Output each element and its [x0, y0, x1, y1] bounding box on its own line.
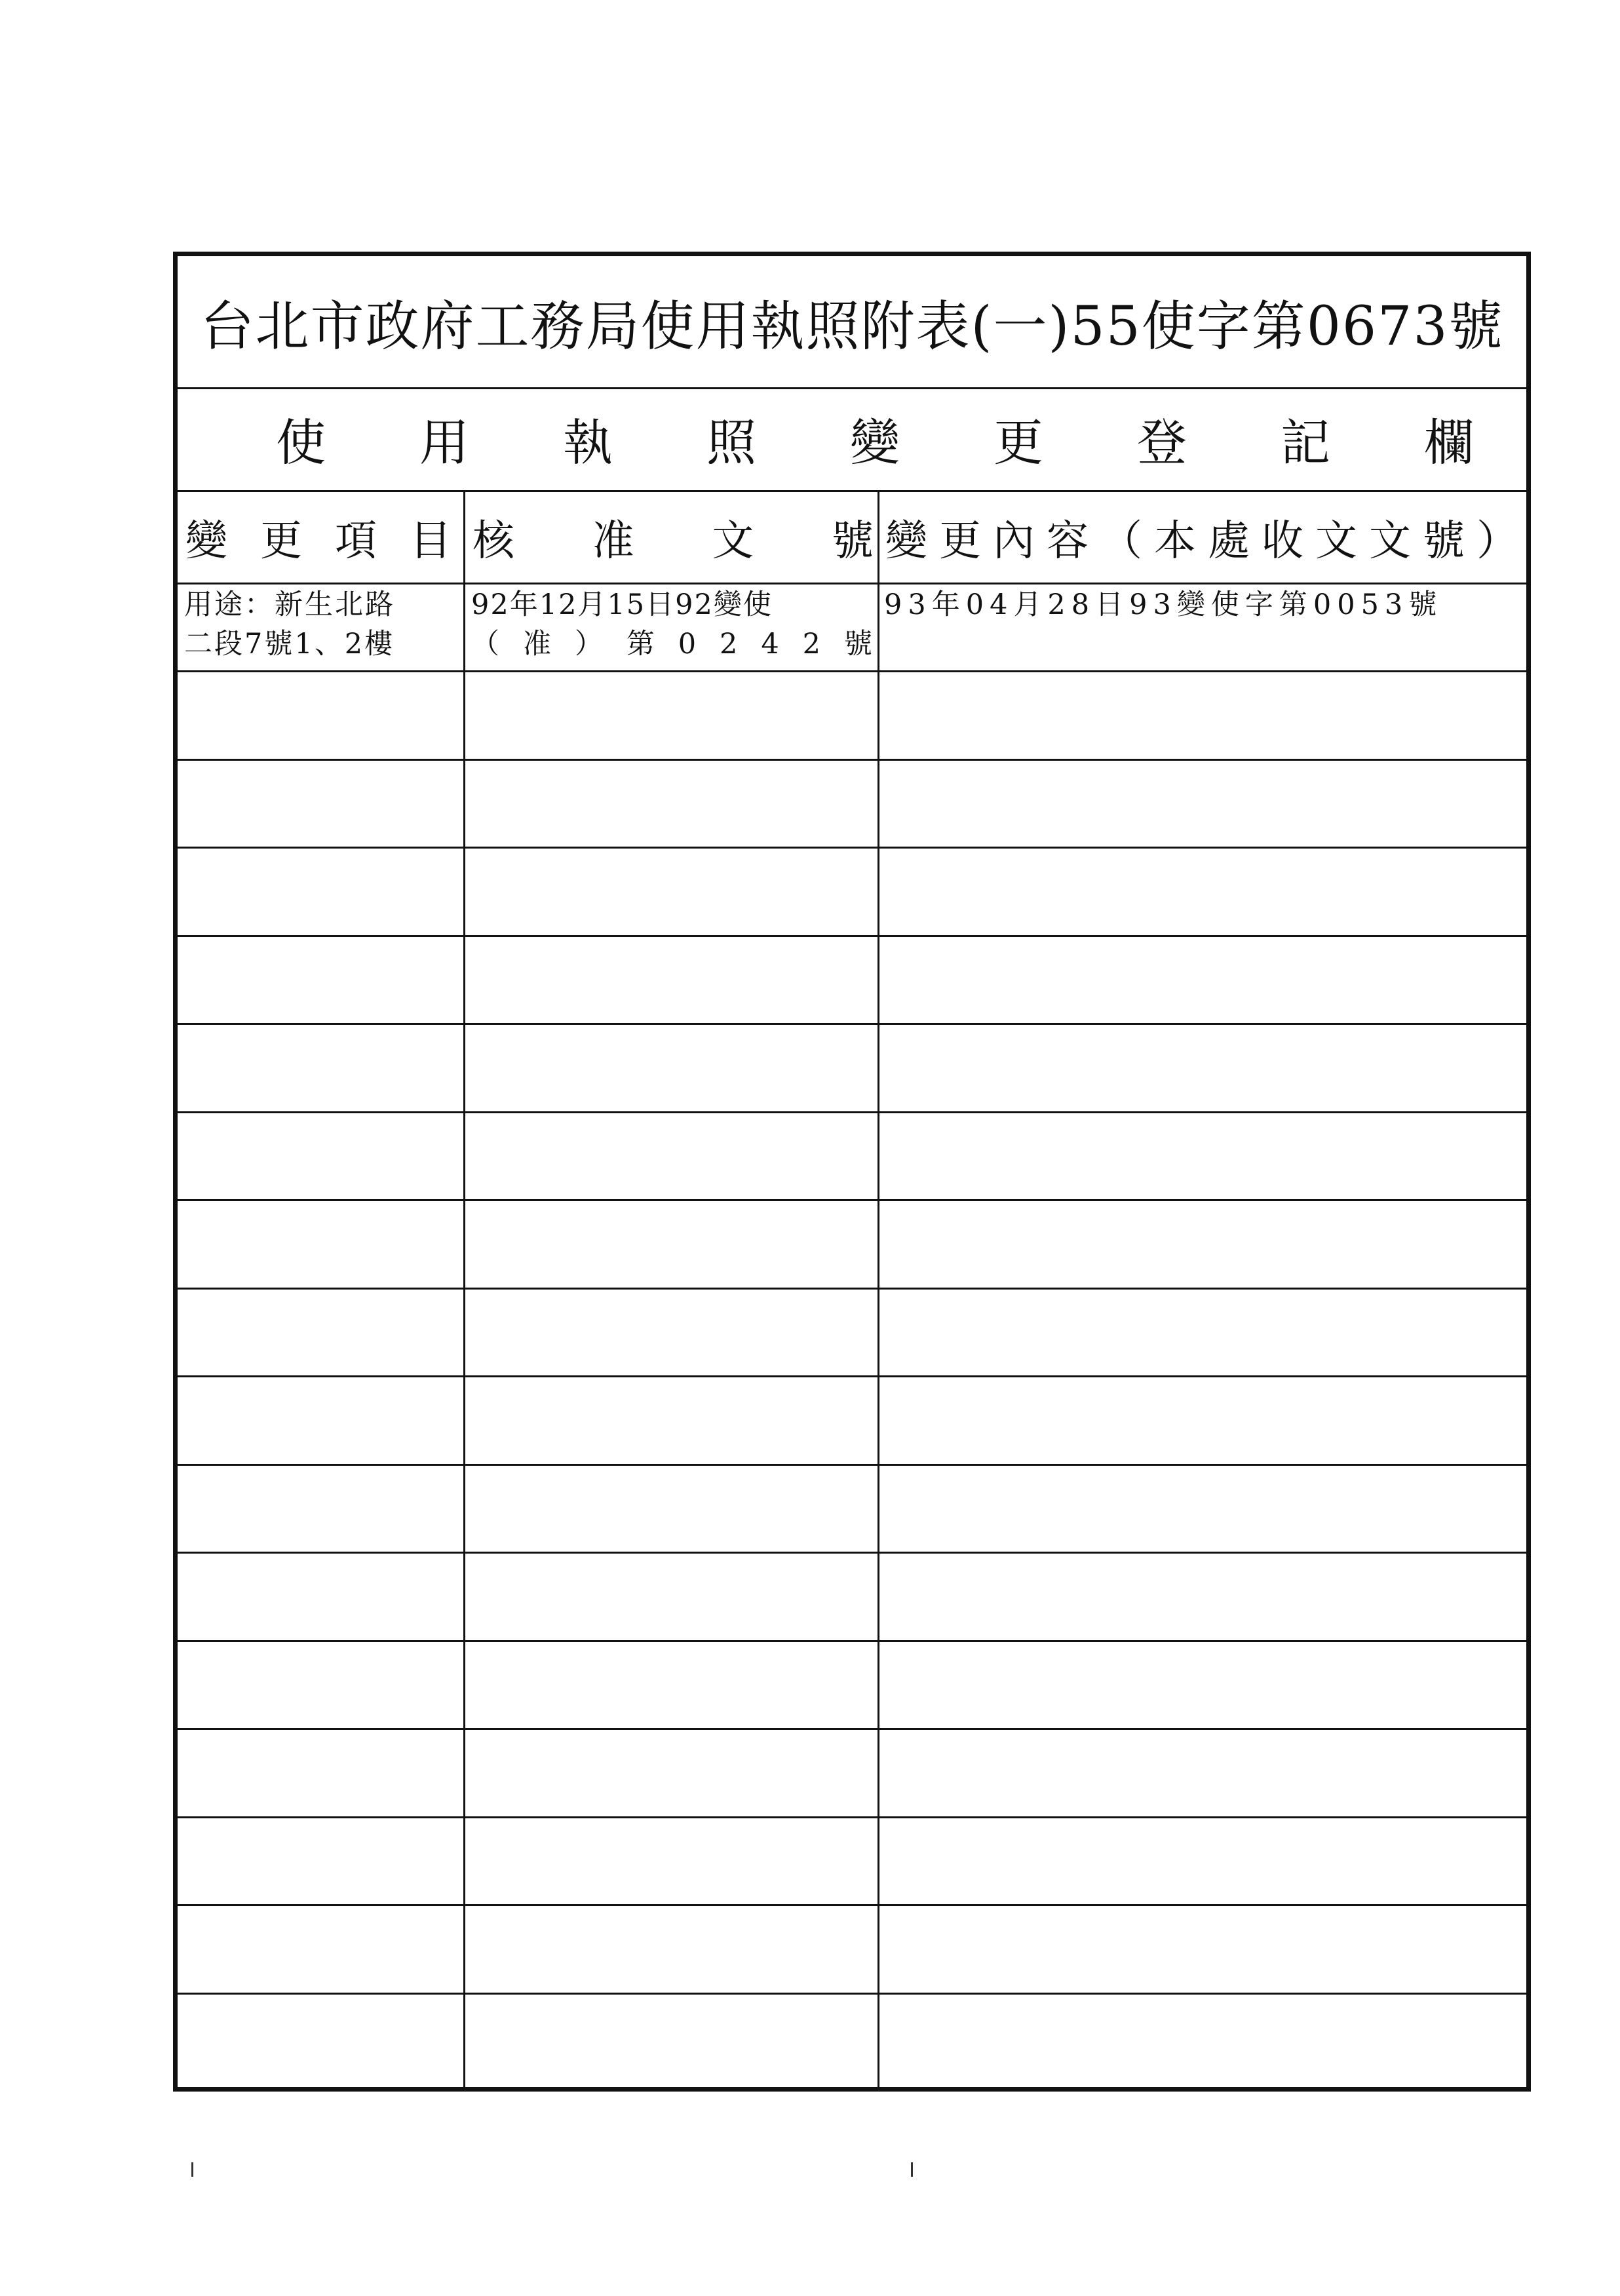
header-char: 號	[831, 517, 874, 565]
header-char: 核	[473, 517, 514, 565]
subtitle-char: 照	[706, 413, 756, 472]
row-divider	[178, 1023, 1526, 1025]
entry-line: 93年04月28日93變使字第0053號	[884, 588, 1443, 621]
entry-line: 92年12月15日92變使	[471, 588, 773, 621]
form-subtitle	[178, 387, 1526, 492]
entry-char: 4	[761, 628, 779, 660]
subtitle-char: 欄	[1424, 413, 1474, 472]
header-char: 更	[260, 517, 302, 565]
row-divider	[178, 1728, 1526, 1730]
entry-line: 二段7號1、2樓	[184, 628, 395, 660]
header-char: 文	[712, 517, 754, 565]
entry-char: 第	[626, 628, 655, 660]
header-change-content-text: 變更內容（本處收文文號）	[885, 517, 1530, 565]
header-char: 項	[335, 517, 377, 565]
subtitle-char: 使	[276, 413, 326, 472]
subtitle-char: 執	[563, 413, 613, 472]
entry-char: ）	[574, 628, 603, 660]
row-divider	[178, 1816, 1526, 1818]
entry-change-content	[884, 584, 1533, 669]
row-divider	[178, 1111, 1526, 1113]
row-divider	[178, 1464, 1526, 1466]
change-registration-form	[173, 252, 1531, 2092]
subtitle-char: 變	[850, 413, 900, 472]
subtitle-char: 記	[1281, 413, 1330, 472]
header-change-content	[885, 492, 1528, 583]
header-char: 目	[410, 517, 452, 565]
column-divider	[463, 492, 465, 2087]
column-divider	[878, 492, 879, 2087]
row-divider	[178, 1375, 1526, 1377]
subtitle-char: 登	[1137, 413, 1187, 472]
row-divider	[178, 670, 1526, 672]
entry-char: 號	[843, 628, 872, 660]
subtitle-char: 用	[419, 413, 469, 472]
form-title	[178, 256, 1526, 389]
row-divider	[178, 1993, 1526, 1995]
entry-char: 准	[522, 628, 551, 660]
form-title-text: 台北市政府工務局使用執照附表(一)55使字第0673號	[200, 295, 1504, 358]
entry-char: 2	[720, 628, 738, 660]
scan-mark	[191, 2162, 193, 2177]
row-divider	[178, 1288, 1526, 1290]
row-divider	[178, 1640, 1526, 1642]
row-divider	[178, 759, 1526, 761]
header-char: 變	[185, 517, 227, 565]
header-change-item	[185, 492, 461, 583]
entry-change-item	[184, 584, 459, 669]
entry-char: （	[471, 628, 499, 660]
scan-mark	[911, 2162, 913, 2177]
entry-char: 0	[678, 628, 697, 660]
row-divider	[178, 847, 1526, 849]
row-divider	[178, 1904, 1526, 1906]
entry-line	[471, 624, 878, 664]
record-table	[178, 492, 1530, 2087]
row-divider	[178, 935, 1526, 937]
header-char: 准	[592, 517, 634, 565]
entry-approval-number	[471, 584, 878, 669]
header-approval-number	[473, 492, 879, 583]
row-divider	[178, 1199, 1526, 1201]
entry-char: 2	[802, 628, 820, 660]
subtitle-char: 更	[993, 413, 1043, 472]
row-divider	[178, 1552, 1526, 1554]
entry-line: 用途：新生北路	[184, 588, 395, 621]
